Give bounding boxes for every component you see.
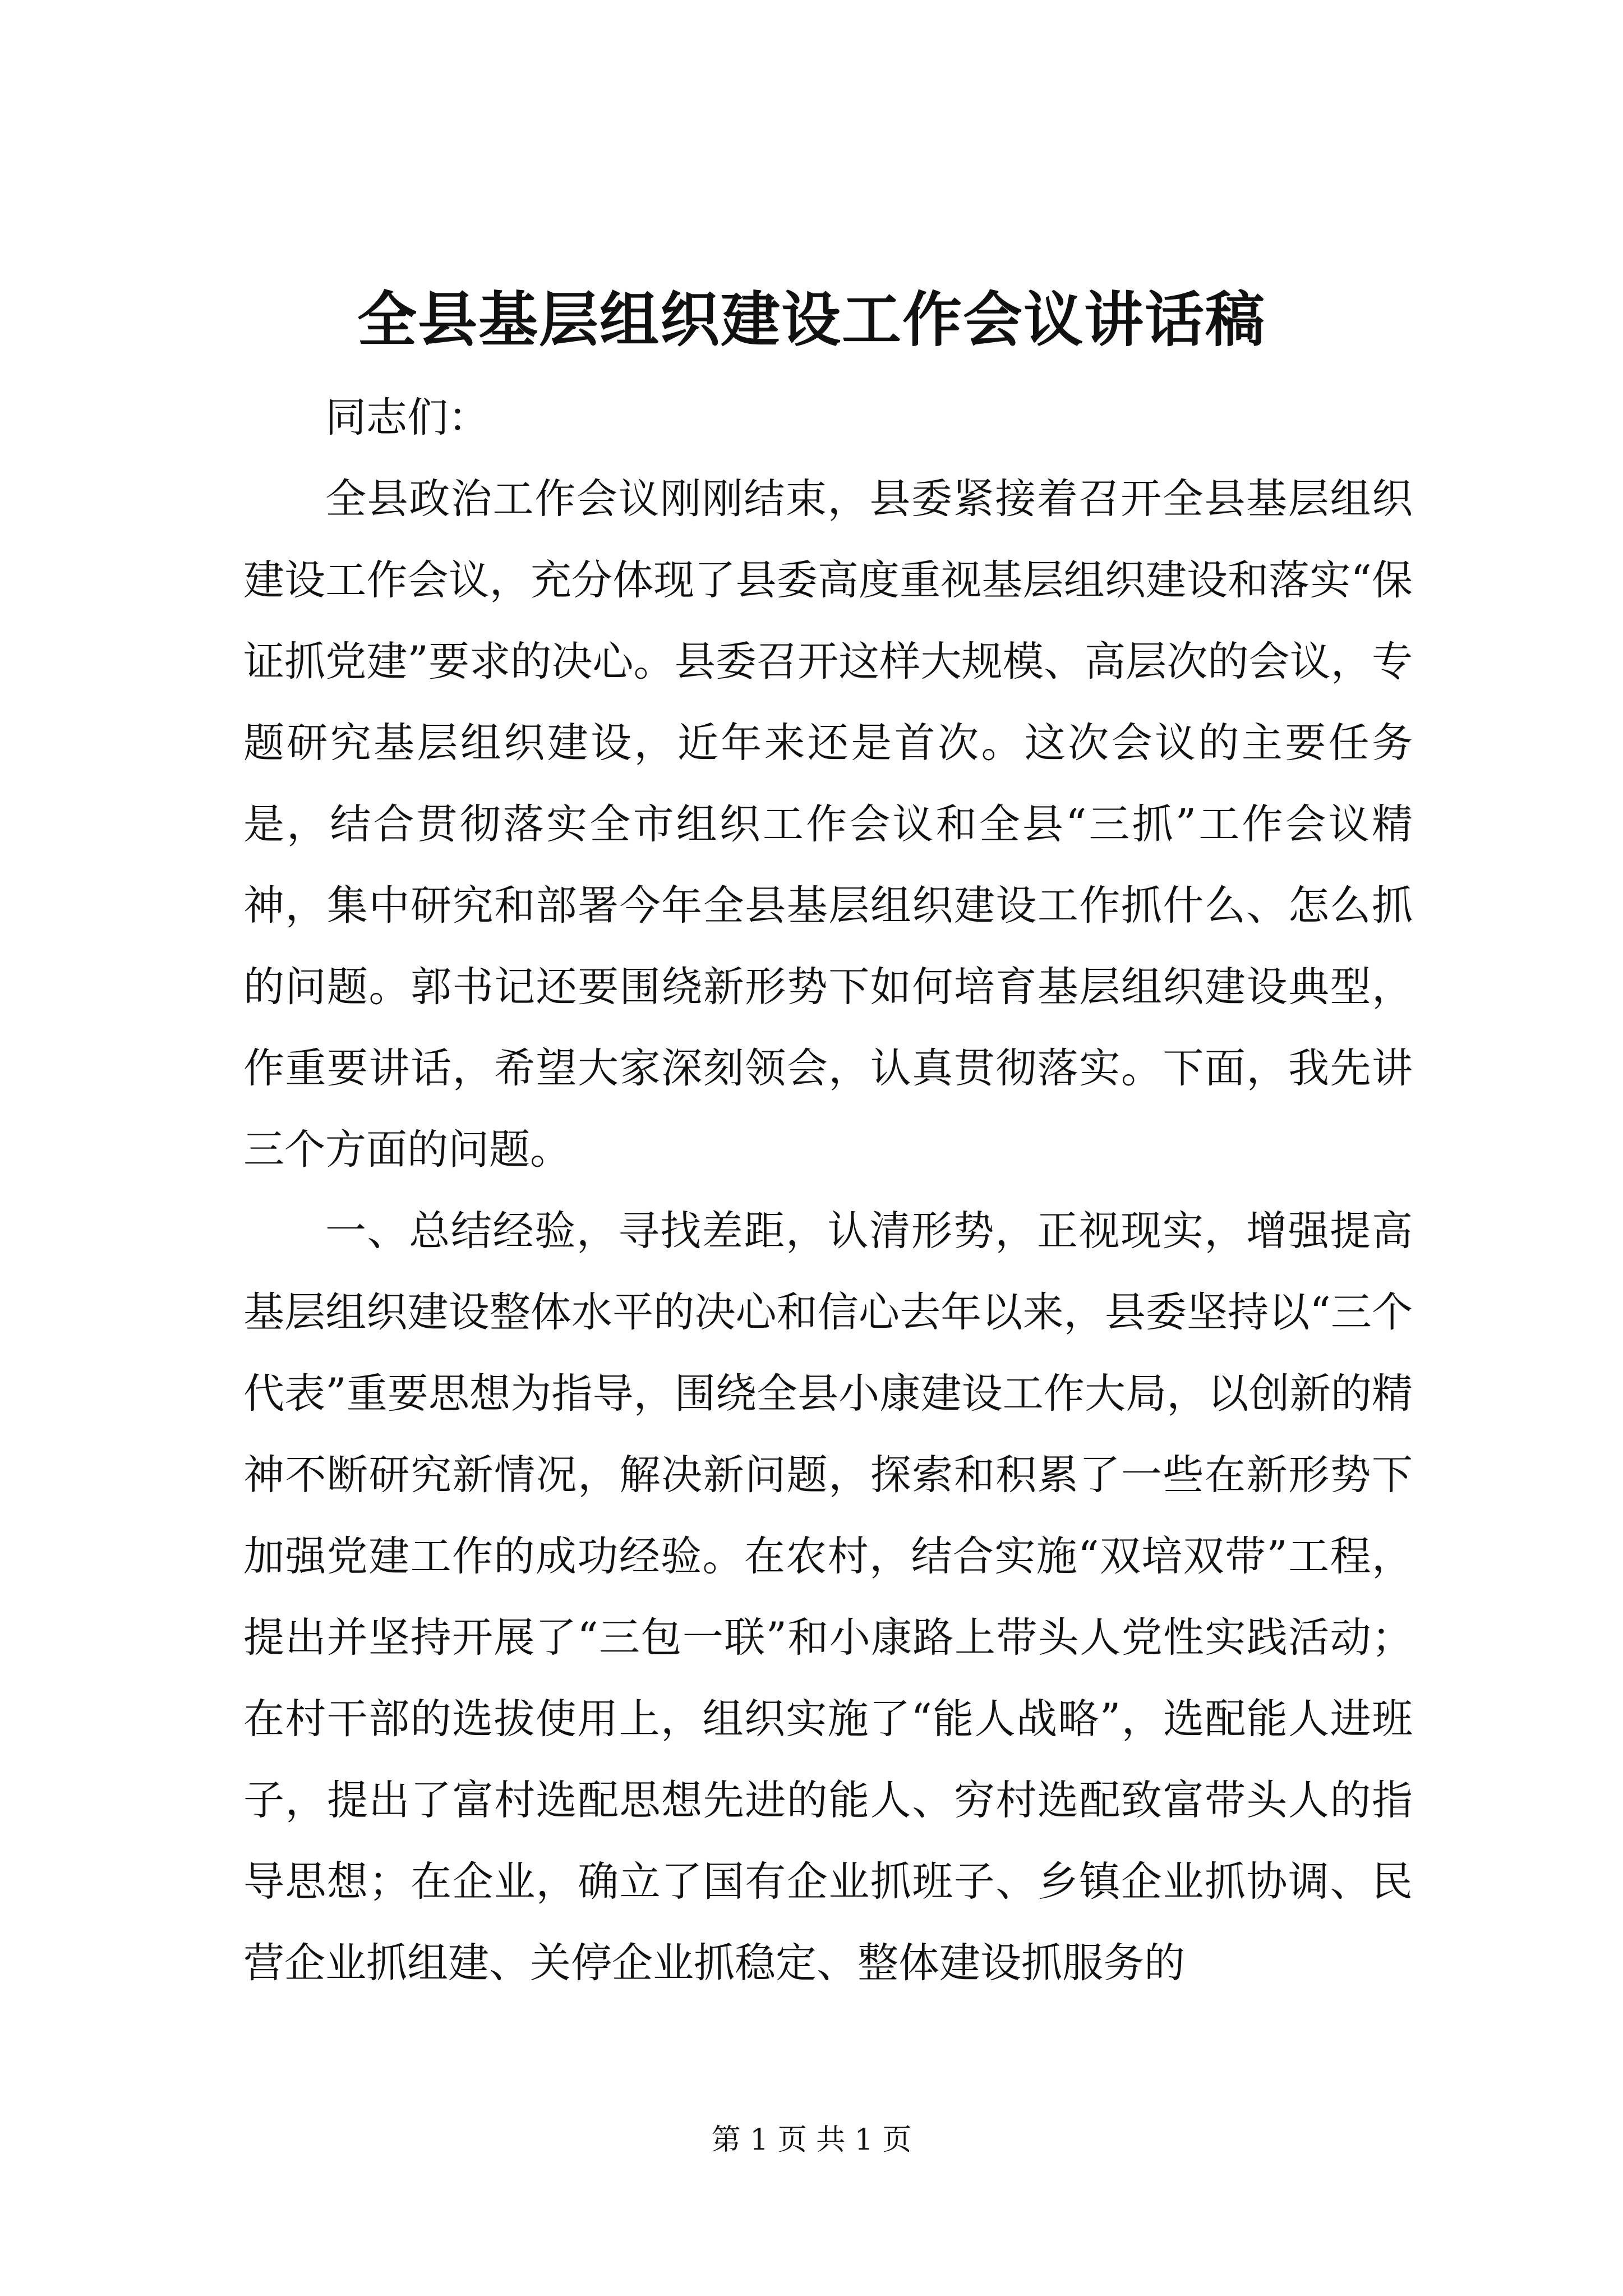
page-footer: 第 1 页 共 1 页 (711, 2123, 912, 2157)
intro-paragraph: 全县政治工作会议刚刚结束，县委紧接着召开全县基层组织建设工作会议，充分体现了县委高度重视基层组织建设和落实“保证抓党建”要求的决心。县委召开这样大规模、高层次的会议，专题研究基层组织建设，近年来还是首次。这次会议的主要任务是，结合贯彻落实全市组织工作会议和全县“三抓”工作会议精神，集中研究和部署今年全县基层组织建设工作抓什么、怎么抓的问题。郭书记还要围绕新形势下如何培育基层组织建设典型，作重要讲话，希望大家深刻领会，认真贯彻落实。下面，我先讲三个方面的问题。 (243, 475, 1413, 1174)
salutation-paragraph: 同志们： (325, 394, 489, 441)
section-one-paragraph: 一、总结经验，寻找差距，认清形势，正视现实，增强提高基层组织建设整体水平的决心和信心去年以来，县委坚持以“三个代表”重要思想为指导，围绕全县小康建设工作大局，以创新的精神不断研究新情况，解决新问题，探索和积累了一些在新形势下加强党建工作的成功经验。在农村，结合实施“双培双带”工程，提出并坚持开展了“三包一联”和小康路上带头人党性实践活动；在村干部的选拔使用上，组织实施了“能人战略”，选配能人进班子，提出了富村选配思想先进的能人、穷村选配致富带头人的指导思想；在企业，确立了国有企业抓班子、乡镇企业抓协调、民营企业抓组建、关停企业抓稳定、整体建设抓服务的 (243, 1207, 1413, 1987)
document-body (243, 377, 1413, 2004)
document-title: 全县基层组织建设工作会议讲话稿 (357, 284, 1266, 355)
